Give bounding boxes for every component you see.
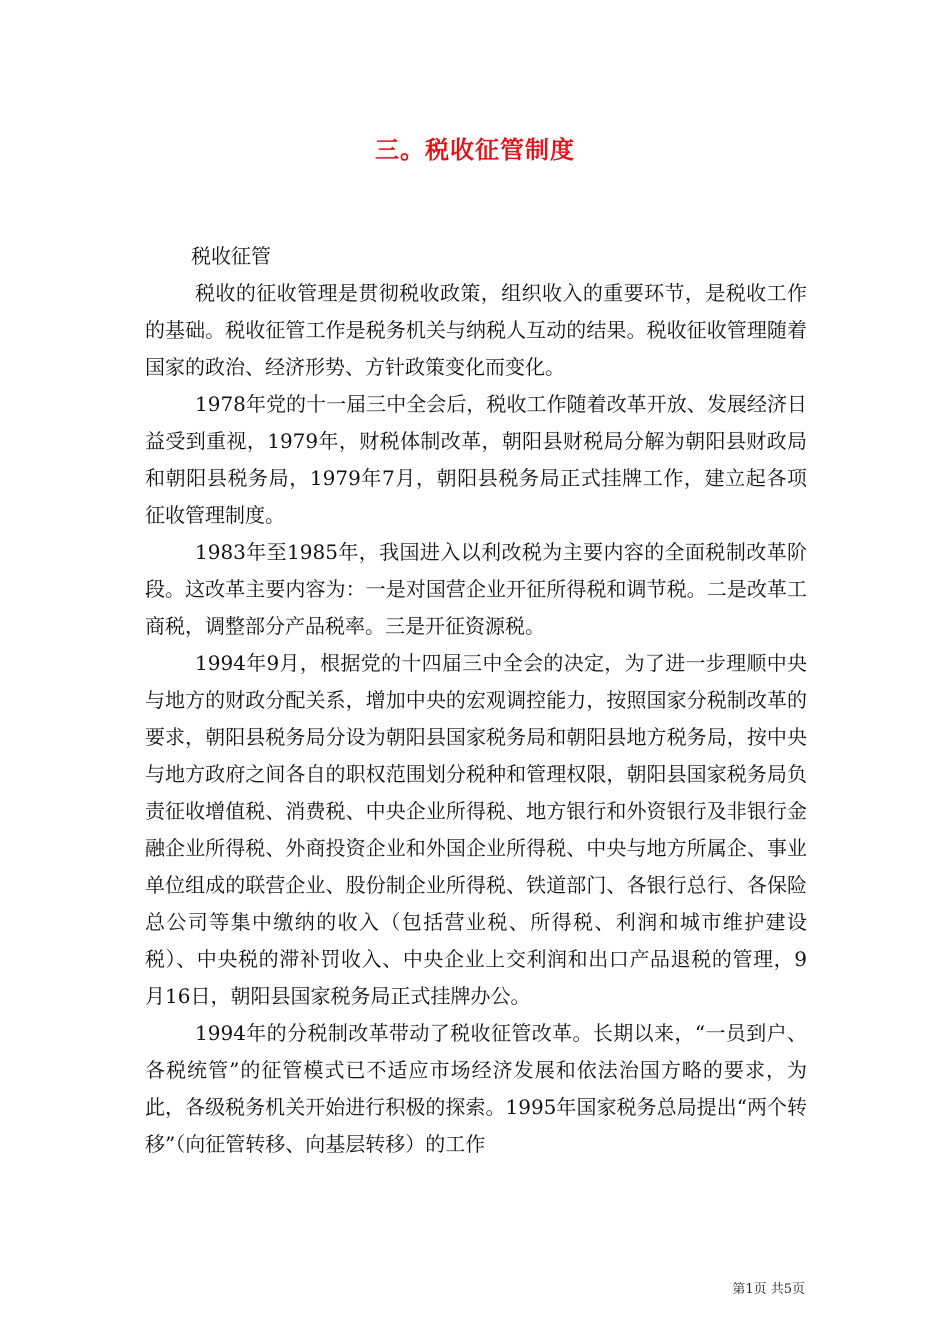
paragraph: 1978年党的十一届三中全会后，税收工作随着改革开放、发展经济日益受到重视，1979年，财税体制改革，朝阳县财税局分解为朝阳县财政局和朝阳县税务局，1979年7月，朝阳县税务局正式挂牌工作，建立起各项征收管理制度。 (145, 392, 807, 527)
section-heading: 税收征管 (191, 244, 271, 268)
document-body (145, 238, 807, 1163)
paragraph: 1983年至1985年，我国进入以利改税为主要内容的全面税制改革阶段。这改革主要内容为：一是对国营企业开征所得税和调节税。二是改革工商税，调整部分产品税率。三是开征资源税。 (145, 540, 807, 638)
paragraph: 1994年9月，根据党的十四届三中全会的决定，为了进一步理顺中央与地方的财政分配关系，增加中央的宏观调控能力，按照国家分税制改革的要求，朝阳县税务局分设为朝阳县国家税务局和朝阳县地方税务局，按中央与地方政府之间各自的职权范围划分税种和管理权限，朝阳县国家税务局负责征收增值税、消费税、中央企业所得税、地方银行和外资银行及非银行金融企业所得税、外商投资企业和外国企业所得税、中央与地方所属企、事业单位组成的联营企业、股份制企业所得税、铁道部门、各银行总行、各保险总公司等集中缴纳的收入（包括营业税、所得税、利润和城市维护建设税）、中央税的滞补罚收入、中央企业上交利润和出口产品退税的管理，9月16日，朝阳县国家税务局正式挂牌办公。 (145, 651, 807, 1008)
page-title: 三。税收征管制度 (375, 135, 575, 164)
paragraph: 1994年的分税制改革带动了税收征管改革。长期以来，“一员到户、各税统管”的征管模式已不适应市场经济发展和依法治国方略的要求，为此，各级税务机关开始进行积极的探索。1995年国家税务总局提出“两个转移”（向征管转移、向基层转移）的工作 (145, 1021, 807, 1156)
page-number-footer: 第1页 共5页 (732, 1282, 805, 1297)
paragraph: 税收的征收管理是贯彻税收政策，组织收入的重要环节，是税收工作的基础。税收征管工作是税务机关与纳税人互动的结果。税收征收管理随着国家的政治、经济形势、方针政策变化而变化。 (145, 281, 807, 379)
